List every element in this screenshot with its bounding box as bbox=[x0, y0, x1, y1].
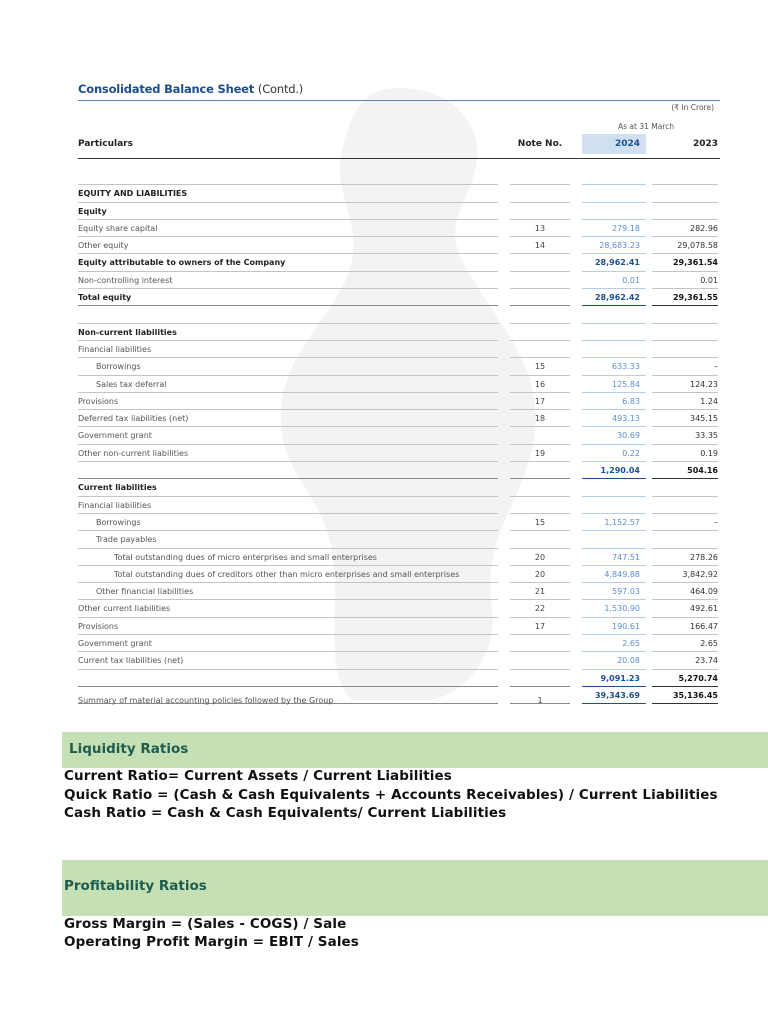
table-row bbox=[78, 306, 720, 323]
table-row bbox=[78, 341, 720, 358]
row-note-no: 17 bbox=[534, 621, 546, 631]
row-value-2023: 29,361.55 bbox=[672, 293, 718, 303]
row-value-2024: 28,962.41 bbox=[594, 258, 640, 268]
row-label: Other financial liabilities bbox=[96, 587, 194, 597]
row-note-no: 15 bbox=[534, 362, 546, 372]
row-value-2024: 20.08 bbox=[617, 656, 640, 666]
table-row bbox=[78, 514, 720, 531]
row-value-2024: 28,683.23 bbox=[599, 241, 640, 251]
row-value-2023: – bbox=[714, 362, 718, 372]
row-label: Current tax liabilities (net) bbox=[78, 656, 184, 666]
row-value-2023: 464.09 bbox=[690, 587, 718, 597]
current-ratio-formula: Current Ratio= Current Assets / Current Liabilities bbox=[64, 768, 452, 784]
row-value-2023: 29,361.54 bbox=[672, 258, 718, 268]
table-row bbox=[78, 220, 720, 237]
table-row bbox=[78, 237, 720, 254]
row-label: Borrowings bbox=[96, 517, 141, 527]
row-note-no: 15 bbox=[534, 517, 546, 527]
operating-margin-formula: Operating Profit Margin = EBIT / Sales bbox=[64, 934, 359, 950]
row-note-no: 20 bbox=[534, 552, 546, 562]
table-row bbox=[78, 445, 720, 462]
table-row bbox=[78, 272, 720, 289]
row-value-2023: 0.01 bbox=[700, 275, 718, 285]
table-row bbox=[78, 427, 720, 444]
row-note-no: 13 bbox=[534, 223, 546, 233]
gross-margin-formula: Gross Margin = (Sales - COGS) / Sale bbox=[64, 916, 347, 932]
table-row bbox=[78, 185, 720, 202]
row-value-2023: 23.74 bbox=[695, 656, 718, 666]
table-row bbox=[78, 254, 720, 271]
row-note-no: 21 bbox=[534, 587, 546, 597]
balance-sheet-image bbox=[62, 70, 722, 720]
row-value-2024: 39,343.69 bbox=[594, 690, 640, 700]
row-value-2024: 747.51 bbox=[612, 552, 640, 562]
row-value-2023: 29,078.58 bbox=[677, 241, 718, 251]
table-row bbox=[78, 376, 720, 393]
row-value-2023: 504.16 bbox=[687, 466, 718, 476]
table-row bbox=[78, 497, 720, 514]
row-value-2024: 30.69 bbox=[617, 431, 640, 441]
row-label: Deferred tax liabilities (net) bbox=[78, 414, 189, 424]
table-row bbox=[78, 652, 720, 669]
row-note-no: 18 bbox=[534, 414, 546, 424]
table-row bbox=[78, 635, 720, 652]
row-label: Borrowings bbox=[96, 362, 141, 372]
table-row bbox=[78, 670, 720, 687]
row-value-2024: 1,290.04 bbox=[600, 466, 640, 476]
row-value-2024: 493.13 bbox=[612, 414, 640, 424]
row-value-2024: 9,091.23 bbox=[600, 673, 640, 683]
row-value-2023: 492.61 bbox=[690, 604, 718, 614]
title-rule bbox=[78, 100, 720, 101]
table-row bbox=[78, 549, 720, 566]
row-value-2023: 3,842.92 bbox=[682, 569, 718, 579]
cash-ratio-formula: Cash Ratio = Cash & Cash Equivalents/ Current Liabilities bbox=[64, 805, 507, 821]
footnote-note-no: 1 bbox=[537, 696, 543, 705]
row-value-2023: 2.65 bbox=[700, 639, 718, 649]
table-row bbox=[78, 410, 720, 427]
sheet-title bbox=[78, 82, 303, 96]
table-row bbox=[78, 479, 720, 496]
row-value-2024: 597.03 bbox=[612, 587, 640, 597]
row-value-2023: 278.26 bbox=[690, 552, 718, 562]
row-note-no: 16 bbox=[534, 379, 546, 389]
row-value-2024: 28,962.42 bbox=[594, 293, 640, 303]
header-rule bbox=[78, 158, 720, 159]
table-row bbox=[78, 566, 720, 583]
row-label: Current liabilities bbox=[78, 483, 157, 493]
row-label: Financial liabilities bbox=[78, 500, 152, 510]
table-row bbox=[78, 168, 720, 185]
row-label: Total equity bbox=[78, 293, 132, 303]
as-at-label: As at 31 March bbox=[618, 122, 675, 131]
row-label: Equity attributable to owners of the Company bbox=[78, 258, 286, 268]
row-value-2023: – bbox=[714, 517, 718, 527]
header-year-2023: 2023 bbox=[692, 139, 718, 149]
row-label: EQUITY AND LIABILITIES bbox=[78, 189, 188, 199]
row-value-2024: 2.65 bbox=[622, 639, 640, 649]
row-value-2023: 166.47 bbox=[690, 621, 718, 631]
row-value-2024: 1,530.90 bbox=[604, 604, 640, 614]
table-row bbox=[78, 393, 720, 410]
footnote: Summary of material accounting policies followed by the Group bbox=[78, 696, 334, 705]
profitability-heading: Profitability Ratios bbox=[64, 878, 207, 894]
row-label: Total outstanding dues of creditors other than micro enterprises and small enterprises bbox=[114, 569, 460, 579]
row-label: Trade payables bbox=[96, 535, 157, 545]
sheet-title-main: Consolidated Balance Sheet bbox=[78, 82, 255, 96]
row-value-2024: 125.84 bbox=[612, 379, 640, 389]
header-note-no: Note No. bbox=[517, 139, 563, 149]
row-value-2023: 124.23 bbox=[690, 379, 718, 389]
unit-label: (₹ In Crore) bbox=[671, 103, 714, 112]
row-label: Government grant bbox=[78, 431, 152, 441]
row-label: Provisions bbox=[78, 396, 119, 406]
row-label: Sales tax deferral bbox=[96, 379, 167, 389]
row-value-2024: 6.83 bbox=[622, 396, 640, 406]
row-value-2023: 345.15 bbox=[690, 414, 718, 424]
liquidity-heading-band bbox=[62, 732, 768, 768]
row-label: Non-controlling interest bbox=[78, 275, 173, 285]
row-note-no: 14 bbox=[534, 241, 546, 251]
row-value-2024: 633.33 bbox=[612, 362, 640, 372]
row-value-2024: 190.61 bbox=[612, 621, 640, 631]
row-value-2023: 282.96 bbox=[690, 223, 718, 233]
quick-ratio-formula: Quick Ratio = (Cash & Cash Equivalents + Accounts Receivables) / Current Liabilities bbox=[64, 787, 718, 803]
row-value-2024: 1,152.57 bbox=[604, 517, 640, 527]
row-value-2024: 0.01 bbox=[622, 275, 640, 285]
table-row bbox=[78, 289, 720, 306]
row-label: Financial liabilities bbox=[78, 344, 152, 354]
row-label: Other non-current liabilities bbox=[78, 448, 189, 458]
row-value-2023: 1.24 bbox=[700, 396, 718, 406]
sheet-title-suffix: (Contd.) bbox=[257, 82, 304, 96]
row-note-no: 20 bbox=[534, 569, 546, 579]
row-value-2023: 5,270.74 bbox=[678, 673, 718, 683]
row-label: Equity bbox=[78, 206, 107, 216]
row-rule bbox=[582, 703, 646, 704]
row-value-2024: 279.18 bbox=[612, 223, 640, 233]
row-label: Government grant bbox=[78, 639, 152, 649]
row-note-no: 17 bbox=[534, 396, 546, 406]
row-rule bbox=[652, 703, 718, 704]
table-row bbox=[78, 462, 720, 479]
header-particulars: Particulars bbox=[78, 139, 133, 149]
row-value-2024: 0.22 bbox=[622, 448, 640, 458]
profitability-heading-band bbox=[62, 860, 768, 916]
table-row bbox=[78, 600, 720, 617]
row-label: Other equity bbox=[78, 241, 129, 251]
row-note-no: 19 bbox=[534, 448, 546, 458]
row-label: Equity share capital bbox=[78, 223, 158, 233]
table-row bbox=[78, 358, 720, 375]
header-year-2024: 2024 bbox=[582, 134, 646, 154]
table-row bbox=[78, 203, 720, 220]
table-row bbox=[78, 531, 720, 548]
row-label: Non-current liabilities bbox=[78, 327, 177, 337]
row-value-2024: 4,849.88 bbox=[604, 569, 640, 579]
row-value-2023: 33.35 bbox=[695, 431, 718, 441]
row-value-2023: 35,136.45 bbox=[672, 690, 718, 700]
liquidity-heading: Liquidity Ratios bbox=[69, 741, 189, 757]
table-row bbox=[78, 583, 720, 600]
row-label: Other current liabilities bbox=[78, 604, 171, 614]
balance-sheet-rows bbox=[78, 168, 720, 704]
row-note-no: 22 bbox=[534, 604, 546, 614]
row-label: Provisions bbox=[78, 621, 119, 631]
table-row bbox=[78, 324, 720, 341]
row-label: Total outstanding dues of micro enterprises and small enterprises bbox=[114, 552, 377, 562]
row-value-2023: 0.19 bbox=[700, 448, 718, 458]
table-row bbox=[78, 618, 720, 635]
